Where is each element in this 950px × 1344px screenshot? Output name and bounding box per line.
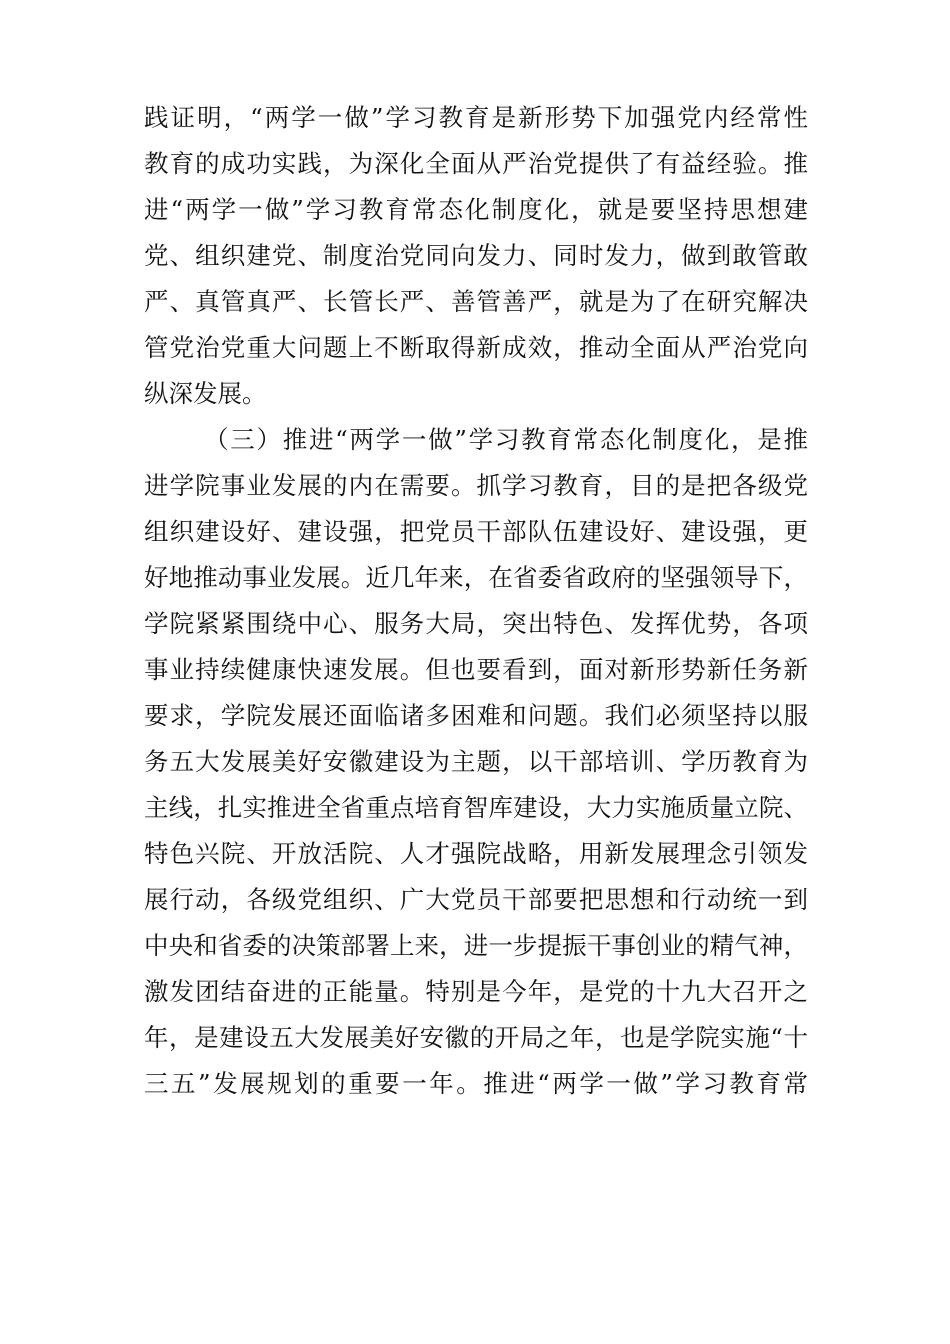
text-line: 好地推动事业发展。近几年来，在省委省政府的坚强领导下，	[144, 563, 808, 592]
text-line: 中央和省委的决策部署上来，进一步提振干事创业的精气神，	[144, 931, 808, 960]
text-line: 主线，扎实推进全省重点培育智库建设，大力实施质量立院、	[144, 793, 808, 822]
paragraph-1	[144, 95, 808, 417]
text-line: 展行动，各级党组织、广大党员干部要把思想和行动统一到	[144, 885, 808, 914]
text-line: 进“两学一做”学习教育常态化制度化，就是要坚持思想建	[144, 195, 808, 224]
text-line: 严、真管真严、长管长严、善管善严，就是为了在研究解决	[144, 287, 808, 316]
text-line: 学院紧紧围绕中心、服务大局，突出特色、发挥优势，各项	[144, 609, 808, 638]
text-line: 践证明，“两学一做”学习教育是新形势下加强党内经常性	[144, 103, 808, 132]
text-line: 事业持续健康快速发展。但也要看到，面对新形势新任务新	[144, 655, 808, 684]
text-line: 党、组织建党、制度治党同向发力、同时发力，做到敢管敢	[144, 241, 808, 270]
text-line: 组织建设好、建设强，把党员干部队伍建设好、建设强，更	[144, 517, 808, 546]
text-line: 纵深发展。	[144, 379, 267, 408]
text-line: 年，是建设五大发展美好安徽的开局之年，也是学院实施“十	[144, 1023, 808, 1052]
section-heading-line: （三）推进“两学一做”学习教育常态化制度化，是推	[204, 425, 808, 454]
text-line: 进学院事业发展的内在需要。抓学习教育，目的是把各级党	[144, 471, 808, 500]
text-line: 激发团结奋进的正能量。特别是今年，是党的十九大召开之	[144, 977, 808, 1006]
text-line: 务五大发展美好安徽建设为主题，以干部培训、学历教育为	[144, 747, 808, 776]
text-line: 管党治党重大问题上不断取得新成效，推动全面从严治党向	[144, 333, 808, 362]
text-line: 三五”发展规划的重要一年。推进“两学一做”学习教育常	[144, 1069, 808, 1098]
paragraph-2	[144, 417, 808, 1107]
text-line: 教育的成功实践，为深化全面从严治党提供了有益经验。推	[144, 149, 808, 178]
text-line: 特色兴院、开放活院、人才强院战略，用新发展理念引领发	[144, 839, 808, 868]
body-text	[144, 95, 808, 1107]
text-line: 要求，学院发展还面临诸多困难和问题。我们必须坚持以服	[144, 701, 808, 730]
